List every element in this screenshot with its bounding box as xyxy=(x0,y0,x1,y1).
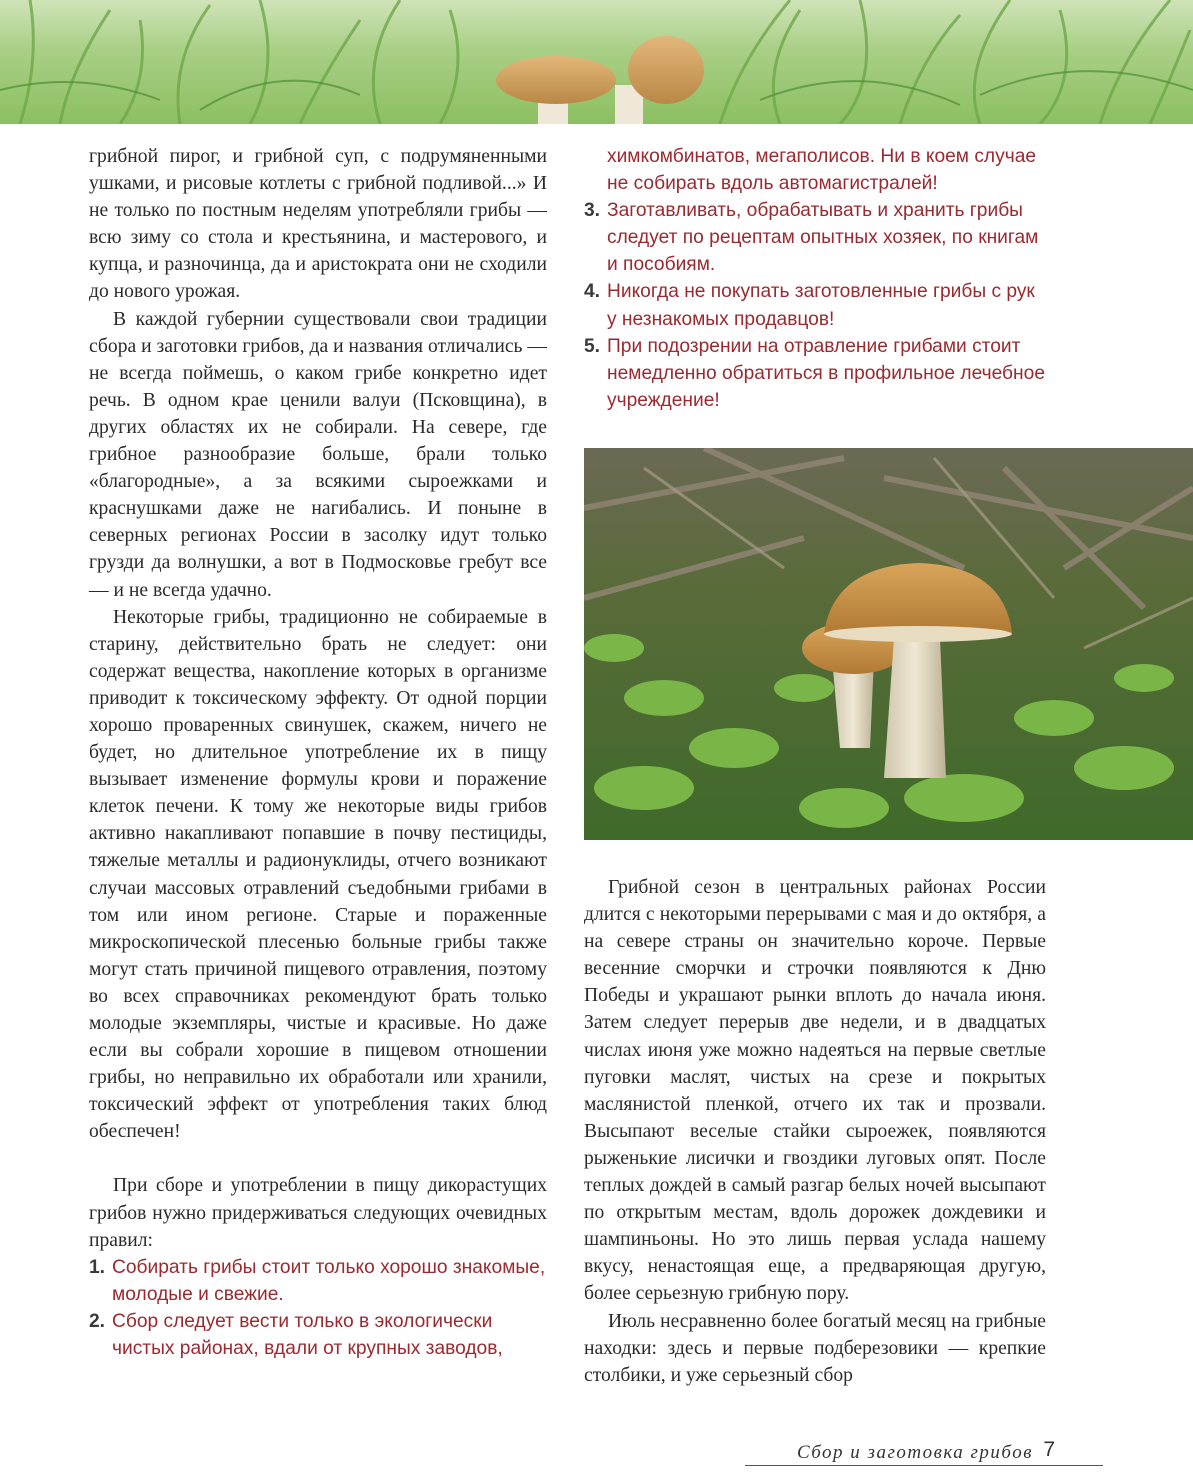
grass-mushroom-illustration xyxy=(0,0,1193,124)
rule-number: 3. xyxy=(584,200,601,222)
rule-number: 5. xyxy=(584,335,601,357)
body-paragraph: Грибной сезон в центральных районах России длится с некоторыми перерывами с мая и до октября, а на севере страны он значительно короче. Первые весенние сморчки и строчки появляются к Дню Победы и украшают рынки вплоть до начала июня. Затем следует перерыв две недели, и в двадцатых числах июня уже можно надеяться на первые светлые пуговки маслят, чистых на срезе и покрытых маслянистой пленкой, отчего их так и прозвали. Высыпают веселые стайки сыроежек, появляются рыженькие лисички и гвоздики луговых опят. После теплых дождей в самый разгар белых ночей высыпают по открытым местам, вдоль дорожек дождевики и шампиньоны. Но это лишь первая услада нашему вкусу, ненастоящая еще, а предваряющая другую, более серьезную грибную пору. xyxy=(584,877,1046,1305)
right-text-column xyxy=(584,874,1046,1389)
left-text-column xyxy=(89,143,547,1362)
rule-item xyxy=(584,278,1046,332)
rule-number: 4. xyxy=(584,281,601,303)
rule-text: Собирать грибы стоит только хорошо знакомые, молодые и свежие. xyxy=(112,1256,546,1305)
rule-text: При подозрении на отравление грибами стоит немедленно обратиться в профильное лечебное учреждение! xyxy=(607,335,1045,411)
rule-text: Заготавливать, обрабатывать и хранить грибы следует по рецептам опытных хозяек, по книгам и пособиям. xyxy=(607,200,1039,276)
right-rules-column xyxy=(584,143,1046,414)
rule-item xyxy=(584,197,1046,278)
rule-number: 2. xyxy=(89,1310,106,1332)
header-banner-photo xyxy=(0,0,1193,124)
rule-text: Сбор следует вести только в экологически чистых районах, вдали от крупных заводов, xyxy=(112,1310,503,1360)
boletus-illustration xyxy=(584,448,1193,840)
footer-rule xyxy=(745,1465,1103,1466)
rules-list-part1 xyxy=(89,1254,547,1362)
rule-number: 1. xyxy=(89,1256,106,1278)
running-title: Сбор и заготовка грибов xyxy=(796,1442,1033,1463)
rule-continuation: химкомбинатов, мегаполисов. Ни в коем случае не собирать вдоль автомагистралей! xyxy=(607,146,1037,195)
body-paragraph: В каждой губернии существовали свои традиции сбора и заготовки грибов, да и названия отличались — не всегда поймешь, о каком грибе конкретно идет речь. В одном крае ценили валуи (Псковщина), в других областях их не собирали. На севере, где грибное разнообразие больше, брали только «благородные», а за всякими сыроежками и краснушками даже не нагибались. И поныне в северных регионах России в засолку идут только грузди да волнушки, а вот в Подмосковье гребут все — и не всегда удачно. xyxy=(89,308,547,601)
rule-item xyxy=(584,333,1046,414)
body-paragraph: Июль несравненно более богатый месяц на грибные находки: здесь и первые подберезовики — крепкие столбики, и уже серьезный сбор xyxy=(584,1310,1046,1386)
body-paragraph: Некоторые грибы, традиционно не собираемые в старину, действительно брать не следует: они содержат вещества, накопление которых в организме приводит к токсическому эффекту. От одной порции хорошо проваренных свинушек, скажем, ничего не будет, но длительное употребление их в пищу вызывает изменение формулы крови и поражение клеток печени. К тому же некоторые виды грибов активно накапливают попавшие в почву пестициды, тяжелые металлы и радионуклиды, отчего возникают случаи массовых отравлений съедобными грибами в том или ином регионе. Старые и пораженные микроскопической плесенью больные грибы также могут стать причиной пищевого отравления, поэтому во всех справочниках рекомендуют брать только молодые экземпляры, чистые и красивые. Но даже если вы собрали хорошие в пищевом отношении грибы, но неправильно их обработали или хранили, токсический эффект от употребления таких блюд обеспечен! xyxy=(89,606,547,1143)
rule-item xyxy=(89,1308,547,1362)
mushroom-forest-photo xyxy=(584,448,1193,840)
rules-list-part2 xyxy=(584,197,1046,414)
rule-text: Никогда не покупать заготовленные грибы с рук у незнакомых продавцов! xyxy=(607,281,1035,330)
rule-item xyxy=(89,1254,547,1308)
rules-intro-paragraph: При сборе и употреблении в пищу дикорастущих грибов нужно придерживаться следующих очевидных правил: xyxy=(89,1175,547,1251)
body-paragraph: грибной пирог, и грибной суп, с подрумяненными ушками, и рисовые котлеты с грибной подливой...» И не только по постным неделям употребляли грибы — всю зиму со стола и крестьянина, и мастерового, и купца, и разночинца, да и аристократа они не сходили до нового урожая. xyxy=(89,146,547,303)
page-number: 7 xyxy=(1043,1438,1055,1461)
page-footer xyxy=(745,1440,1103,1470)
